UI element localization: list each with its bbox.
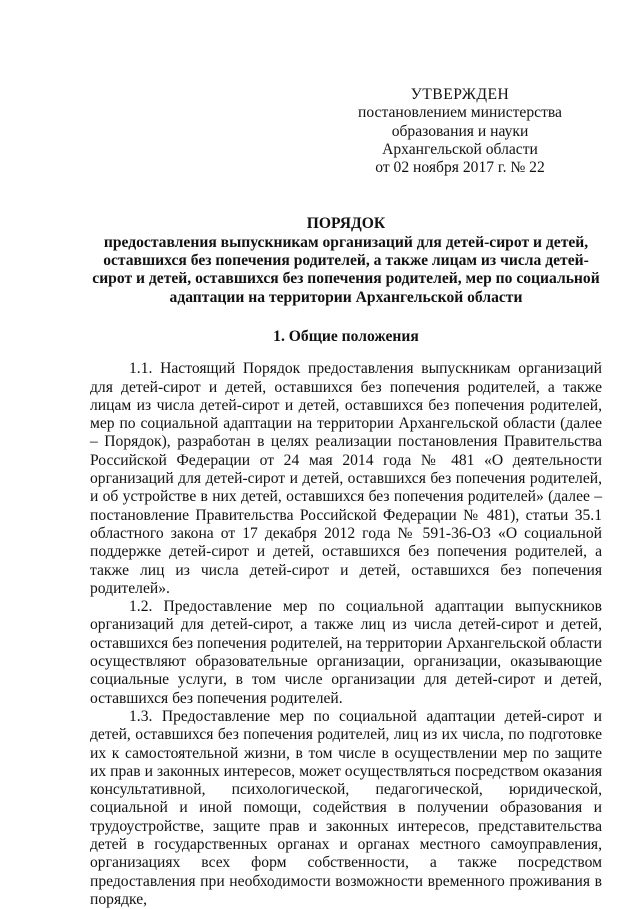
approval-line-4: от 02 ноября 2017 г. № 22 [375, 159, 545, 177]
approval-line-3: Архангельской области [382, 140, 538, 158]
approval-heading: УТВЕРЖДЕН [410, 86, 510, 103]
section-heading: 1. Общие положения [273, 327, 419, 345]
approval-line-2: образования и науки [391, 122, 529, 140]
approval-line-1: постановлением министерства [358, 104, 562, 122]
paragraph-1-1: 1.1. Настоящий Порядок предоставления выпускникам организаций для детей-сирот и детей, оставшихся без попечения родителей, а также лицам из числа детей-сирот и детей, оставшихся без попечения родителей, мер по социальной адаптации на территории Архангельской области (далее – Порядок), разработан в целях реализации постановления Правительства Российской Федерации от 24 мая 2014 года № 481 «О деятельности организаций для детей-сирот и детей, оставшихся без попечения родителей, и об устройстве в них детей, оставшихся без попечения родителей» (далее – постановление Правительства Российской Федерации № 481), статьи 35.1 областного закона от 17 декабря 2012 года № 591-36-ОЗ «О социальной поддержке детей-сирот и детей, оставшихся без попечения родителей, а также лиц из числа детей-сирот и детей, оставшихся без попечения родителей». [90, 360, 602, 597]
approval-block [358, 86, 562, 177]
document-title-block [90, 215, 602, 306]
document-title: ПОРЯДОК [306, 215, 386, 233]
paragraph-1-2: 1.2. Предоставление мер по социальной адаптации выпускников организаций для детей-сирот, а также лиц из числа детей-сирот и детей, оставшихся без попечения родителей, на территории Архангельской области осуществляют образовательные организации, организации, оказывающие социальные услуги, в том числе организации для детей-сирот и детей, оставшихся без попечения родителей. [90, 598, 602, 707]
document-subtitle: предоставления выпускникам организаций для детей-сирот и детей, оставшихся без попечения родителей, а также лицам из числа детей-сирот и детей, оставшихся без попечения родителей, мер по социальной адаптации на территории Архангельской области [92, 233, 600, 306]
paragraph-1-3: 1.3. Предоставление мер по социальной адаптации детей-сирот и детей, оставшихся без попечения родителей, лиц из их числа, по подготовке их к самостоятельной жизни, в том числе в осуществлении мер по защите их прав и законных интересов, может осуществляться посредством оказания консультативной, психологической, педагогической, юридической, социальной и иной помощи, содействия в получении образования и трудоустройстве, защите прав и законных интересов, представительства детей в государственных органах и органах местного самоуправления, организациях всех форм собственности, а также посредством предоставления при необходимости возможности временного проживания в порядке, [90, 707, 602, 908]
